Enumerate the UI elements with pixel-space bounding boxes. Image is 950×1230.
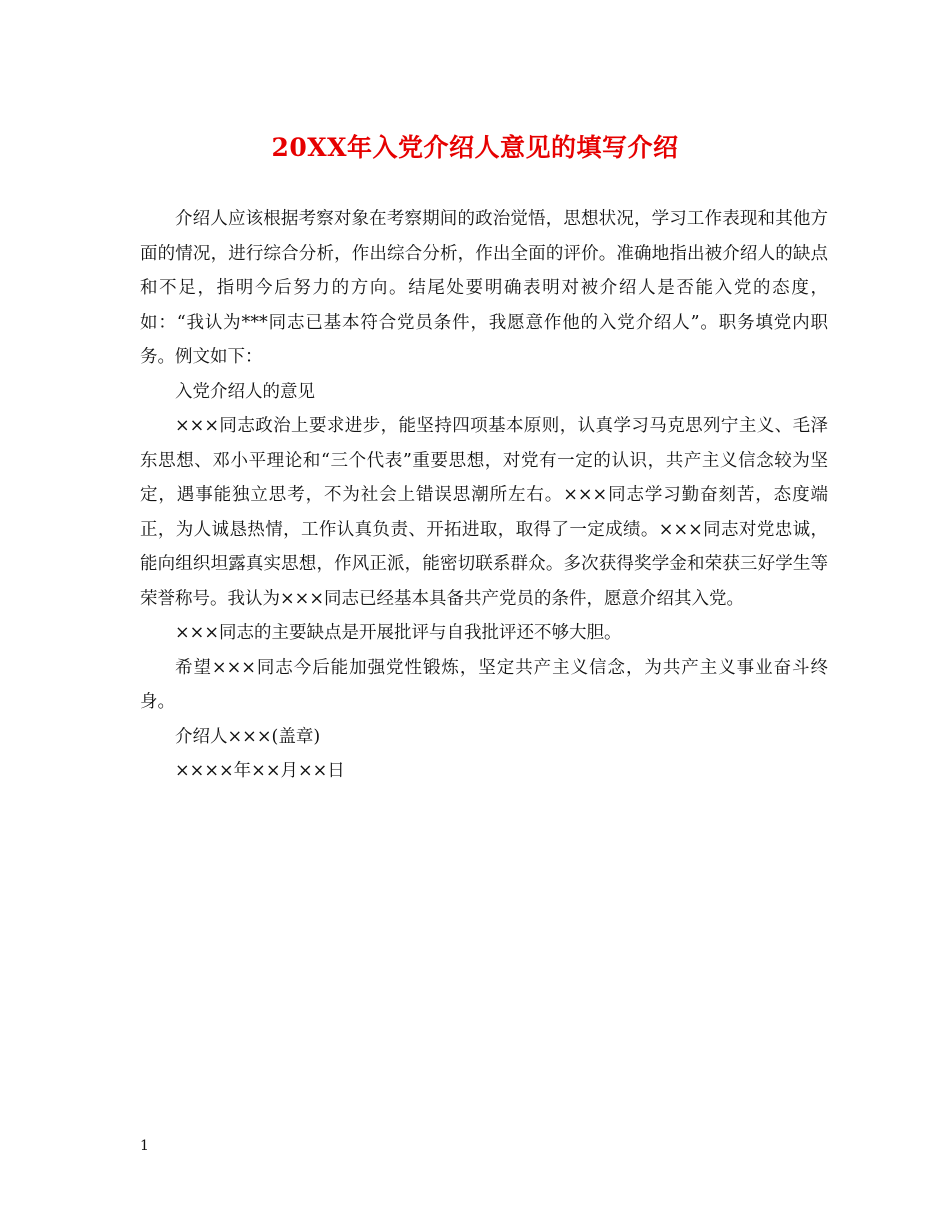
signature-line: 介绍人×××(盖章): [175, 726, 321, 747]
page-number: 1: [140, 1138, 149, 1154]
shortcoming-paragraph: ×××同志的主要缺点是开展批评与自我批评还不够大胆。: [175, 623, 622, 643]
section-heading: 入党介绍人的意见: [175, 381, 315, 402]
document-title: 20XX年入党介绍人意见的填写介绍: [271, 133, 679, 162]
hope-paragraph: 希望×××同志今后能加强党性锻炼，坚定共产主义信念，为共产主义事业奋斗终身。: [140, 657, 828, 712]
opinion-paragraph: ×××同志政治上要求进步，能坚持四项基本原则，认真学习马克思列宁主义、毛泽东思想、邓小平理论和“三个代表”重要思想，对党有一定的认识，共产主义信念较为坚定，遇事能独立思考，不为社会上错误思潮所左右。×××同志学习勤奋刻苦，态度端正，为人诚恳热情，工作认真负责、开拓进取，取得了一定成绩。×××同志对党忠诚，能向组织坦露真实思想，作风正派，能密切联系群众。多次获得奖学金和荣获三好学生等荣誉称号。我认为×××同志已经基本具备共产党员的条件，愿意介绍其入党。: [140, 416, 828, 609]
date-line: ××××年××月××日: [175, 761, 345, 781]
intro-paragraph: 介绍人应该根据考察对象在考察期间的政治觉悟，思想状况，学习工作表现和其他方面的情况，进行综合分析，作出综合分析，作出全面的评价。准确地指出被介绍人的缺点和不足，指明今后努力的方向。结尾处要明确表明对被介绍人是否能入党的态度，如：“我认为***同志已基本符合党员条件，我愿意作他的入党介绍人”。职务填党内职务。例文如下：: [140, 209, 828, 367]
document-body: [140, 202, 828, 789]
